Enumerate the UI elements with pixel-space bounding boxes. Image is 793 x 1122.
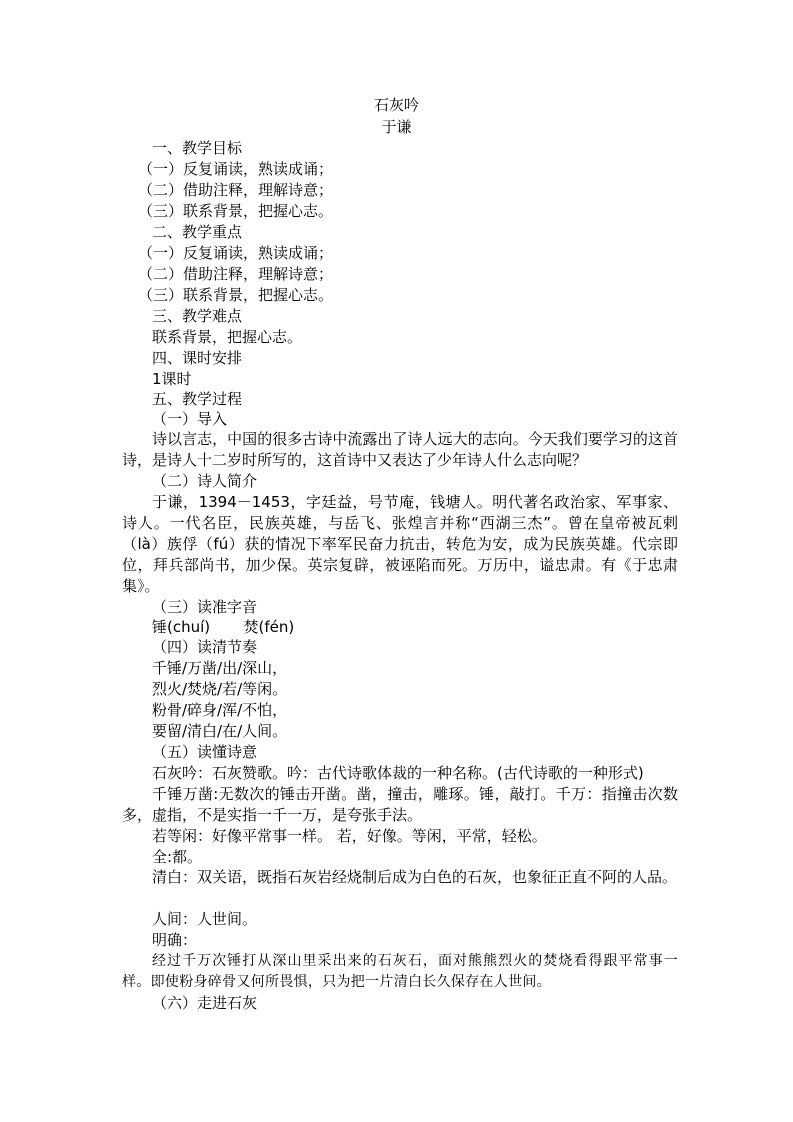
schedule-text: 1课时 [152, 370, 192, 388]
difficulty-text: 联系背景，把握心志。 [152, 328, 303, 346]
rhythm-line: 烈火/焚烧/若/等闲。 [152, 680, 288, 698]
key-item: （二）借助注释，理解诗意； [138, 265, 334, 283]
goals-heading: 一、教学目标 [152, 139, 243, 157]
rhythm-line: 粉骨/碎身/浑/不怕， [152, 701, 288, 719]
goal-item: （三）联系背景，把握心志。 [138, 202, 334, 220]
intro-paragraph: 诗以言志，中国的很多古诗中流露出了诗人远大的志向。今天我们要学习的这首诗，是诗人十二岁时所写的，这首诗中又表达了少年诗人什么志向呢？ [122, 430, 678, 469]
pron-line: 锤(chuí) 焚(fén) [152, 618, 295, 636]
clarify-paragraph: 经过千万次锤打从深山里采出来的石灰石，面对熊熊烈火的焚烧看得跟平常事一样。即使粉身碎骨又何所畏惧，只为把一片清白长久保存在人世间。 [122, 953, 678, 990]
pron-heading: （三）读准字音 [152, 598, 258, 616]
rhythm-heading: （四）读清节奏 [152, 638, 258, 656]
rhythm-line: 千锤/万凿/出/深山， [152, 659, 288, 677]
meaning-heading: （五）读懂诗意 [152, 743, 258, 761]
intro-heading: （一）导入 [152, 410, 228, 428]
clarify-label: 明确： [152, 931, 198, 949]
meaning-line: 若等闲：好像平常事一样。 若，好像。等闲，平常，轻松。 [152, 827, 547, 845]
enter-heading: （六）走进石灰 [152, 994, 258, 1012]
meaning-line: 全:都。 [152, 848, 203, 866]
difficulty-heading: 三、教学难点 [152, 307, 243, 325]
poem-title: 石灰吟 [373, 96, 419, 114]
process-heading: 五、教学过程 [152, 390, 243, 408]
meaning-paragraph: 清白：双关语，既指石灰岩经烧制后成为白色的石灰，也象征正直不阿的人品。 [152, 868, 678, 886]
goal-item: （二）借助注释，理解诗意； [138, 181, 334, 199]
schedule-heading: 四、课时安排 [152, 349, 243, 367]
goal-item: （一）反复诵读，熟读成诵； [138, 160, 334, 178]
poet-heading: （二）诗人简介 [152, 472, 258, 490]
key-heading: 二、教学重点 [152, 223, 243, 241]
rhythm-line: 要留/清白/在/人间。 [152, 722, 288, 740]
key-item: （三）联系背景，把握心志。 [138, 286, 334, 304]
poem-author: 于谦 [381, 118, 412, 136]
meaning-paragraph: 千锤万凿:无数次的锤击开凿。凿，撞击，雕琢。锤，敲打。千万：指撞击次数多，虚指，不是实指一千一万，是夸张手法。 [122, 785, 678, 824]
key-item: （一）反复诵读，熟读成诵； [138, 244, 334, 262]
meaning-line: 人间：人世间。 [152, 910, 258, 928]
meaning-line: 石灰吟：石灰赞歌。吟：古代诗歌体裁的一种名称。(古代诗歌的一种形式) [152, 764, 644, 782]
poet-paragraph: 于谦，1394－1453，字廷益，号节庵，钱塘人。明代著名政治家、军事家、诗人。一代名臣，民族英雄，与岳飞、张煌言并称“西湖三杰”。曾在皇帝被瓦剌（là）族俘（fú）获的情况下率军民奋力抗击，转危为安，成为民族英雄。代宗即位，拜兵部尚书，加少保。英宗复辟，被诬陷而死。万历中，谥忠肃。有《于忠肃集》。 [122, 493, 678, 595]
